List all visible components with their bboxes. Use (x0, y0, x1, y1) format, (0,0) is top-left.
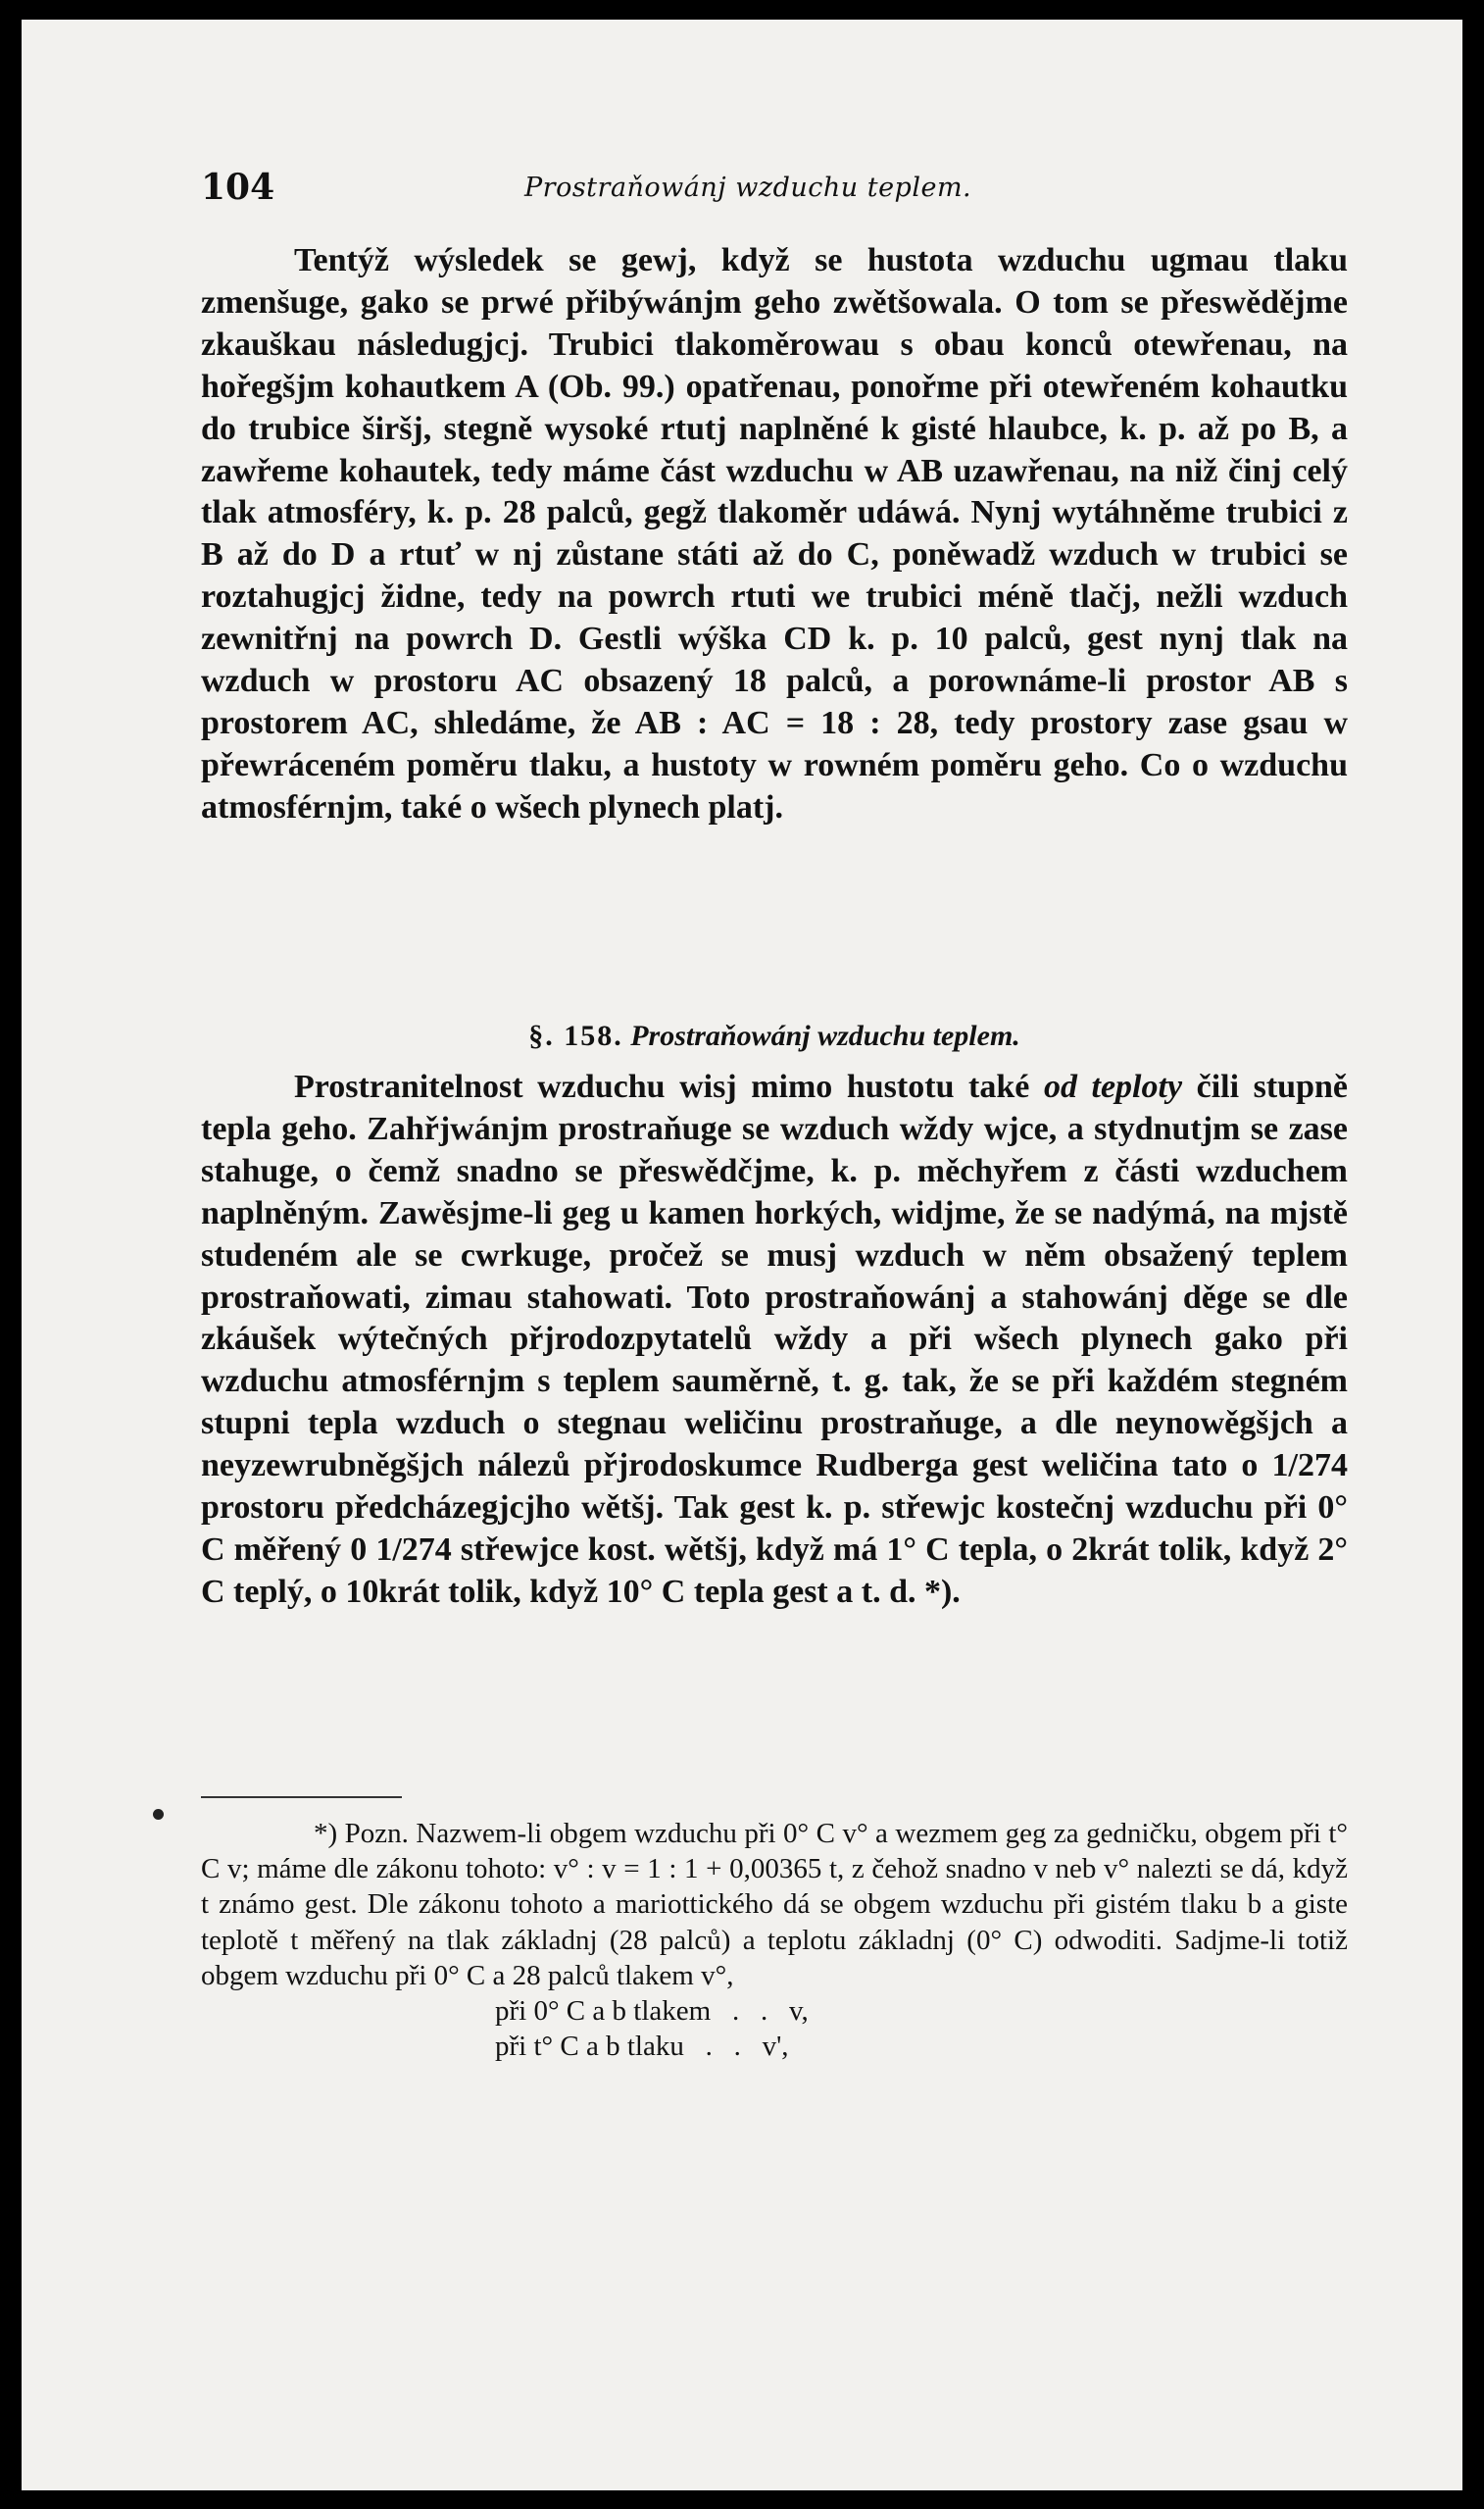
page-number: 104 (201, 167, 275, 208)
page-header (201, 167, 1348, 216)
footnote-text: *) Pozn. Nazwem-li obgem wzduchu při 0° C v° a wezmem geg za gedničku, obgem při t° C v; máme dle zákonu tohoto: v° : v = 1 : 1 + 0,00365 t, z čehož snadno v neb v° nalezti se dá, když t známo gest. Dle zákonu tohoto a mariottického dá se obgem wzduchu při gistém tlaku b a giste teplotě t měřený na tlak základnj (28 palců) a teplotu základnj (0° C) odwoditi. Sadjme-li totiž obgem wzduchu při 0° C a 28 palců tlakem v°, (201, 1818, 1348, 1991)
section-heading (201, 1020, 1348, 1053)
running-title: Prostraňowánj wzduchu teplem. (524, 173, 972, 203)
footnote (201, 1816, 1348, 2064)
footnote-row-1: při 0° C a b tlakem . . v, (495, 1995, 809, 2028)
footnote-row-2: při t° C a b tlaku . . v', (495, 2031, 789, 2063)
section-number: §. 158. (528, 1020, 623, 1052)
paragraph-1-text: Tentýž wýsledek se gewj, když se hustota wzduchu ugmau tlaku zmenšuge, gako se prwé přibýwánjm geho zwětšowala. O tom se přeswědějme zkauškau následugjcj. Trubici tlakoměrowau s obau konců otewřenau, na hořegšjm kohautkem A (Ob. 99.) opatřenau, ponořme při otewřeném kohautku do trubice širšj, stegně wysoké rtutj naplněné k gisté hlaubce, k. p. až po B, a zawřeme kohautek, tedy máme část wzduchu w AB uzawřenau, na niž činj celý tlak atmosféry, k. p. 28 palců, gegž tlakoměr udáwá. Nynj wytáhněme trubici z B až do D a rtuť w nj zůstane státi až do C, poněwadž wzduch w trubici se roztahugjcj židne, tedy na powrch rtuti we trubici méně tlačj, nežli wzduch zewnitřnj na powrch D. Gestli wýška CD k. p. 10 palců, gest nynj tlak na wzduch w prostoru AC obsazený 18 palců, a porownáme-li prostor AB s prostorem AC, shledáme, že AB : AC = 18 : 28, tedy prostory zase gsau w přewráceném poměru tlaku, a hustoty w rowném poměru geho. Co o wzduchu atmosférnjm, také o wšech plynech platj. (201, 242, 1348, 826)
paragraph-2-text (201, 1067, 1348, 1614)
paragraph-2-lead: Prostranitelnost wzduchu wisj mimo hustotu také (294, 1069, 1044, 1105)
footnote-rule (201, 1796, 402, 1798)
paragraph-2 (201, 1067, 1348, 1614)
paragraph-1 (201, 240, 1348, 829)
section-title: Prostraňowánj wzduchu teplem. (630, 1020, 1020, 1052)
paragraph-2-emphasis: od teploty (1043, 1069, 1183, 1105)
margin-dot (153, 1809, 164, 1820)
paragraph-2-rest: čili stupně tepla geho. Zahřjwánjm prostraňuge se wzduch wždy wjce, a stydnutjm se zase stahuge, o čemž snadno se přeswědčjme, k. p. měchyřem z části wzduchem naplněným. Zawěsjme-li geg u kamen horkých, widjme, že se nadýmá, na mjstě studeném ale se cwrkuge, pročež se musj wzduch w něm obsažený teplem prostraňowati, zimau stahowati. Toto prostraňowánj a stahowánj děge se dle zkáušek wýtečných přjrodozpytatelů wždy a při wšech plynech gako při wzduchu atmosférnjm s teplem sauměrně, t. g. tak, že se při každém stegném stupni tepla wzduch o stegnau weličinu prostraňuge, a dle neynowěgšjch a neyzewrubněgšjch nálezů přjrodoskumce Rudberga gest weličina tato o 1/274 prostoru předcházegjcjho wětšj. Tak gest k. p. střewjc kostečnj wzduchu při 0° C měřený 0 1/274 střewjce kost. wětšj, když má 1° C tepla, o 2krát tolik, když 2° C teplý, o 10krát tolik, když 10° C tepla gest a t. d. *). (201, 1069, 1348, 1610)
